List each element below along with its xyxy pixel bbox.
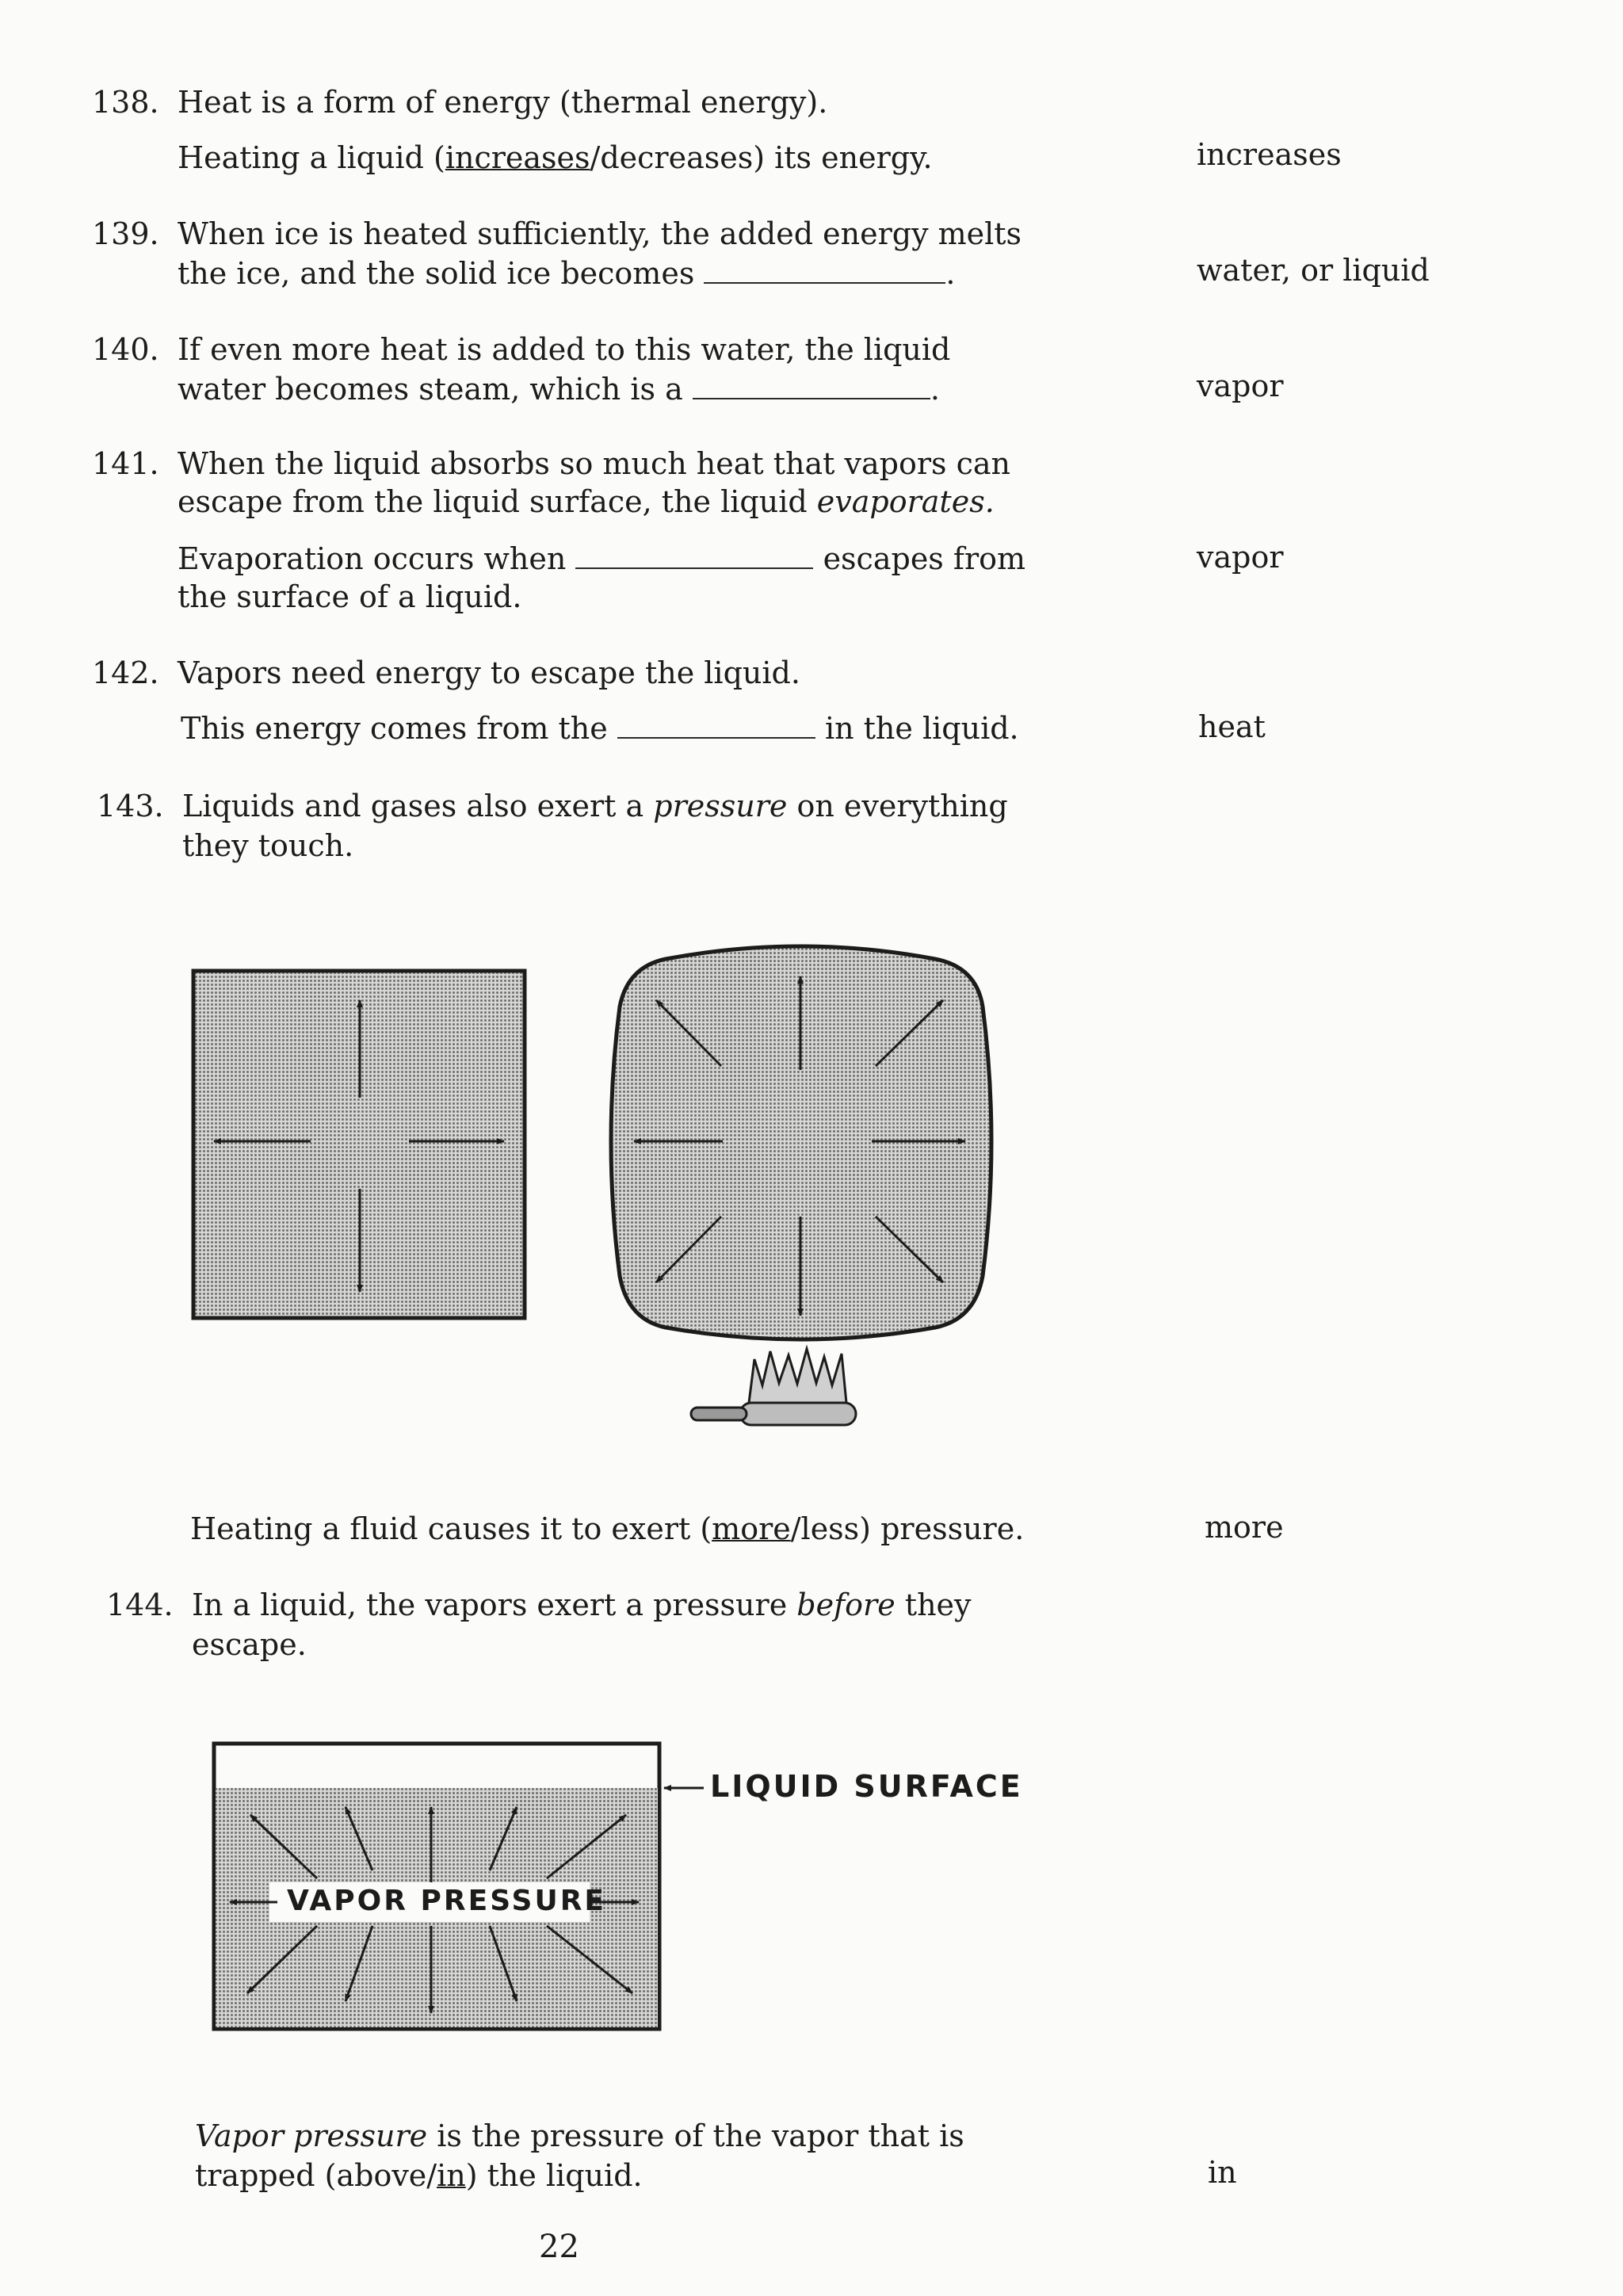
frame-text: When the liquid absorbs so much heat that vapors can <box>178 446 1010 481</box>
frame-text: Liquids and gases also exert a pressure on everything <box>182 789 1008 823</box>
frame-number: 139. <box>92 216 159 251</box>
answer-blank <box>617 713 815 739</box>
frame-number: 140. <box>92 332 159 367</box>
answer-blank <box>693 374 930 399</box>
vapor-pressure-label: VAPOR PRESSURE <box>287 1885 607 1917</box>
frame-question: This energy comes from the in the liquid. <box>181 711 1019 746</box>
frame-number: 141. <box>92 446 159 481</box>
frame-text: In a liquid, the vapors exert a pressure before they <box>192 1587 972 1622</box>
frame-question: the surface of a liquid. <box>178 579 522 614</box>
answer: vapor <box>1197 369 1284 403</box>
answer: water, or liquid <box>1197 253 1430 288</box>
page-number: 22 <box>539 2229 579 2265</box>
frame-text: escape from the liquid surface, the liquid evaporates. <box>178 484 995 519</box>
frame-question: Evaporation occurs when escapes from <box>178 541 1026 576</box>
frame-number: 138. <box>92 85 159 120</box>
frame-number: 142. <box>92 655 159 690</box>
frame-number: 143. <box>97 789 164 823</box>
frame-question: Heating a fluid causes it to exert (more/less) pressure. <box>190 1511 1025 1546</box>
container-diagram <box>193 971 525 1318</box>
heated-container-diagram <box>611 946 991 1425</box>
frame-question: trapped (above/in) the liquid. <box>195 2158 643 2193</box>
frame-text: Heat is a form of energy (thermal energy). <box>178 85 828 120</box>
frame-question: Vapor pressure is the pressure of the vapor that is <box>195 2118 964 2153</box>
answer-blank <box>575 544 813 569</box>
frame-question: Heating a liquid (increases/decreases) its energy. <box>178 140 933 175</box>
frame-text: If even more heat is added to this water, the liquid <box>178 332 951 367</box>
frame-text: When ice is heated sufficiently, the added energy melts <box>178 216 1022 251</box>
frame-text: escape. <box>192 1627 307 1662</box>
answer: in <box>1208 2155 1237 2190</box>
answer: more <box>1205 1510 1284 1545</box>
answer-blank <box>704 258 945 284</box>
frame-text: water becomes steam, which is a . <box>178 372 940 407</box>
answer: heat <box>1198 709 1266 744</box>
frame-text: they touch. <box>182 828 354 863</box>
frame-number: 144. <box>106 1587 174 1622</box>
liquid-surface-label: LIQUID SURFACE <box>710 1769 1023 1804</box>
burner-flame-icon <box>691 1349 856 1425</box>
answer: vapor <box>1197 540 1284 575</box>
frame-text: the ice, and the solid ice becomes . <box>178 256 956 291</box>
frame-text: Vapors need energy to escape the liquid. <box>178 655 800 690</box>
answer: increases <box>1197 137 1342 172</box>
